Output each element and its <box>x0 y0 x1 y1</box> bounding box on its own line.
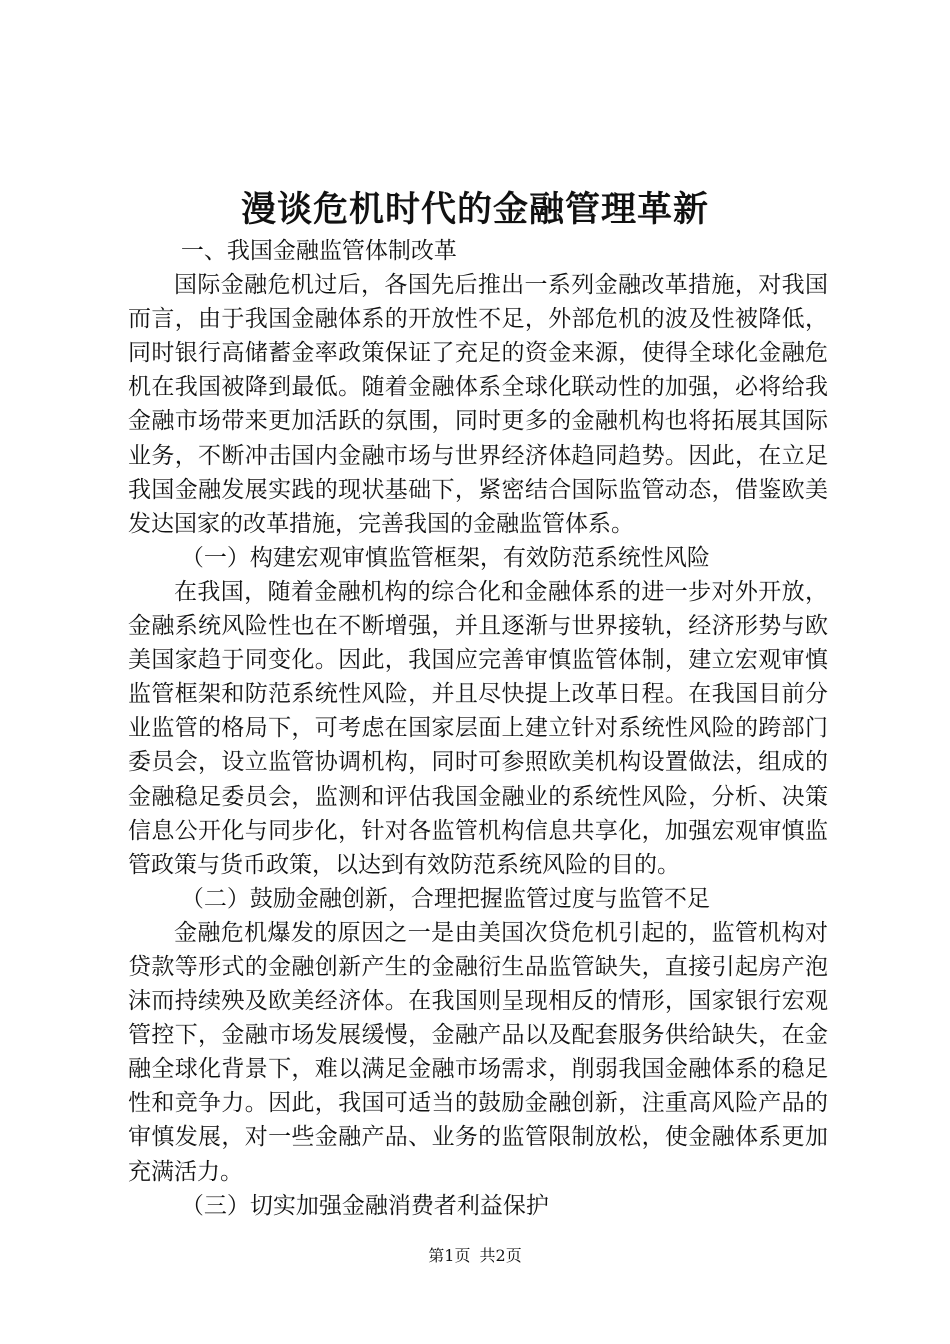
page-number: 第1页 <box>428 1246 471 1265</box>
page-total: 共2页 <box>479 1246 522 1265</box>
body-paragraph: 国际金融危机过后，各国先后推出一系列金融改革措施，对我国而言，由于我国金融体系的开放性不足，外部危机的波及性被降低，同时银行高储蓄金率政策保证了充足的资金来源，使得全球化金融危机在我国被降到最低。随着金融体系全球化联动性的加强，必将给我金融市场带来更加活跃的氛围，同时更多的金融机构也将拓展其国际业务，不断冲击国内金融市场与世界经济体趋同趋势。因此，在立足我国金融发展实践的现状基础下，紧密结合国际监管动态，借鉴欧美发达国家的改革措施，完善我国的金融监管体系。 <box>128 272 828 537</box>
section-heading: 一、我国金融监管体制改革 <box>180 238 457 264</box>
page-footer <box>0 1245 950 1267</box>
body-paragraph: 在我国，随着金融机构的综合化和金融体系的进一步对外开放，金融系统风险性也在不断增强，并且逐渐与世界接轨，经济形势与欧美国家趋于同变化。因此，我国应完善审慎监管体制，建立宏观审慎监管框架和防范系统性风险，并且尽快提上改革日程。在我国目前分业监管的格局下，可考虑在国家层面上建立针对系统性风险的跨部门委员会，设立监管协调机构，同时可参照欧美机构设置做法，组成的金融稳足委员会，监测和评估我国金融业的系统性风险，分析、决策信息公开化与同步化，针对各监管机构信息共享化，加强宏观审慎监管政策与货币政策，以达到有效防范系统风险的目的。 <box>128 578 828 878</box>
document-body <box>128 234 828 1223</box>
subsection-heading: （一）构建宏观审慎监管框架，有效防范系统性风险 <box>180 544 710 571</box>
body-paragraph: 金融危机爆发的原因之一是由美国次贷危机引起的，监管机构对贷款等形式的金融创新产生的金融衍生品监管缺失，直接引起房产泡沫而持续殃及欧美经济体。在我国则呈现相反的情形，国家银行宏观管控下，金融市场发展缓慢，金融产品以及配套服务供给缺失，在金融全球化背景下，难以满足金融市场需求，削弱我国金融体系的稳足性和竞争力。因此，我国可适当的鼓励金融创新，注重高风险产品的审慎发展，对一些金融产品、业务的监管限制放松，使金融体系更加充满活力。 <box>128 919 828 1185</box>
document-title: 漫谈危机时代的金融管理革新 <box>240 189 709 230</box>
subsection-heading: （三）切实加强金融消费者利益保护 <box>180 1192 549 1219</box>
subsection-heading: （二）鼓励金融创新，合理把握监管过度与监管不足 <box>180 885 710 912</box>
